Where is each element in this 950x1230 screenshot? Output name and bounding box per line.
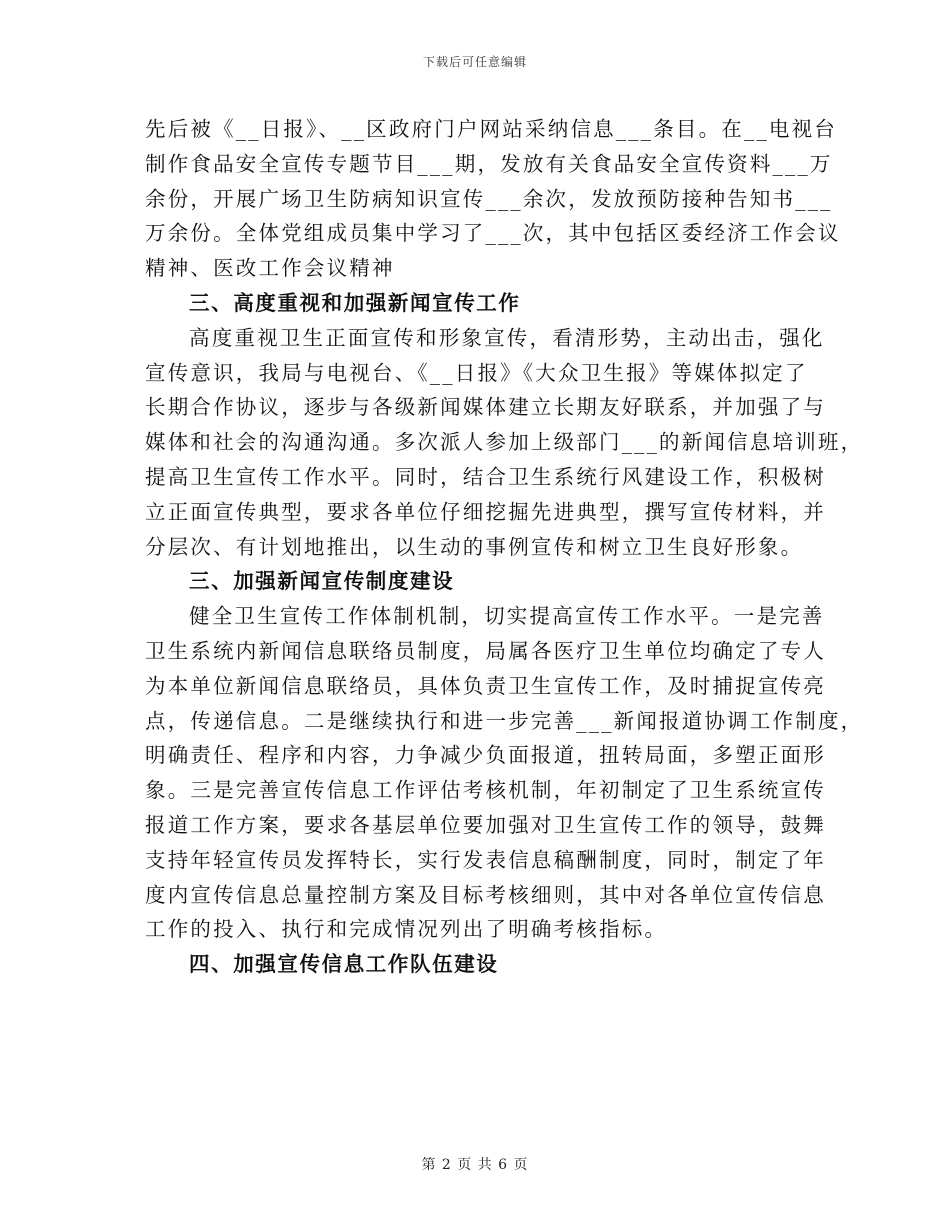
paragraph-line: 报道工作方案，要求各基层单位要加强对卫生宣传工作的领导，鼓舞 <box>145 812 826 837</box>
paragraph-line: 先后被《__日报》、__区政府门户网站采纳信息___条目。在__电视台 <box>145 117 837 141</box>
paragraph-line: 明确责任、程序和内容，力争减少负面报道，扭转局面，多塑正面形 <box>145 743 826 768</box>
paragraph-line: 支持年轻宣传员发挥特长，实行发表信息稿酬制度，同时，制定了年 <box>145 847 826 872</box>
paragraph-line: 万余份。全体党组成员集中学习了___次，其中包括区委经济工作会议 <box>145 221 841 246</box>
page-number: 第 2 页 共 6 页 <box>421 1157 529 1173</box>
paragraph-line: 立正面宣传典型，要求各单位仔细挖掘先进典型，撰写宣传材料，并 <box>145 499 826 524</box>
paragraph-line: 余份，开展广场卫生防病知识宣传___余次，发放预防接种告知书___ <box>145 186 833 211</box>
paragraph-line: 分层次、有计划地推出，以生动的事例宣传和树立卫生良好形象。 <box>145 534 804 559</box>
paragraph-line: 媒体和社会的沟通沟通。多次派人参加上级部门___的新闻信息培训班， <box>145 430 864 455</box>
paragraph-line: 象。三是完善宣传信息工作评估考核机制，年初制定了卫生系统宣传 <box>145 778 826 803</box>
paragraph-line: 卫生系统内新闻信息联络员制度，局属各医疗卫生单位均确定了专人 <box>145 638 826 663</box>
paragraph-line: 宣传意识，我局与电视台、《__日报》《大众卫生报》等媒体拟定了 <box>145 360 808 385</box>
paragraph-line: 高度重视卫生正面宣传和形象宣传，看清形势，主动出击，强化 <box>189 325 825 350</box>
paragraph-line: 度内宣传信息总量控制方案及目标考核细则，其中对各单位宣传信息 <box>145 882 826 907</box>
paragraph-line: 长期合作协议，逐步与各级新闻媒体建立长期友好联系，并加强了与 <box>145 395 826 420</box>
section-heading: 四、加强宣传信息工作队伍建设 <box>189 952 499 977</box>
section-heading: 三、高度重视和加强新闻宣传工作 <box>189 290 521 315</box>
document-body <box>145 112 864 982</box>
page-header: 下载后可任意编辑 <box>422 55 527 69</box>
section-heading: 三、加强新闻宣传制度建设 <box>189 569 455 594</box>
paragraph-line: 制作食品安全宣传专题节目___期，发放有关食品安全宣传资料___万 <box>145 151 833 176</box>
paragraph-line: 工作的投入、执行和完成情况列出了明确考核指标。 <box>145 917 668 942</box>
paragraph-line: 点，传递信息。二是继续执行和进一步完善___新闻报道协调工作制度， <box>145 708 864 733</box>
paragraph-line: 提高卫生宣传工作水平。同时，结合卫生系统行风建设工作，积极树 <box>145 464 826 489</box>
paragraph-line: 为本单位新闻信息联络员，具体负责卫生宣传工作，及时捕捉宣传亮 <box>145 673 826 698</box>
paragraph-line: 健全卫生宣传工作体制机制，切实提高宣传工作水平。一是完善 <box>189 604 825 629</box>
paragraph-line: 精神、医改工作会议精神 <box>145 256 395 281</box>
